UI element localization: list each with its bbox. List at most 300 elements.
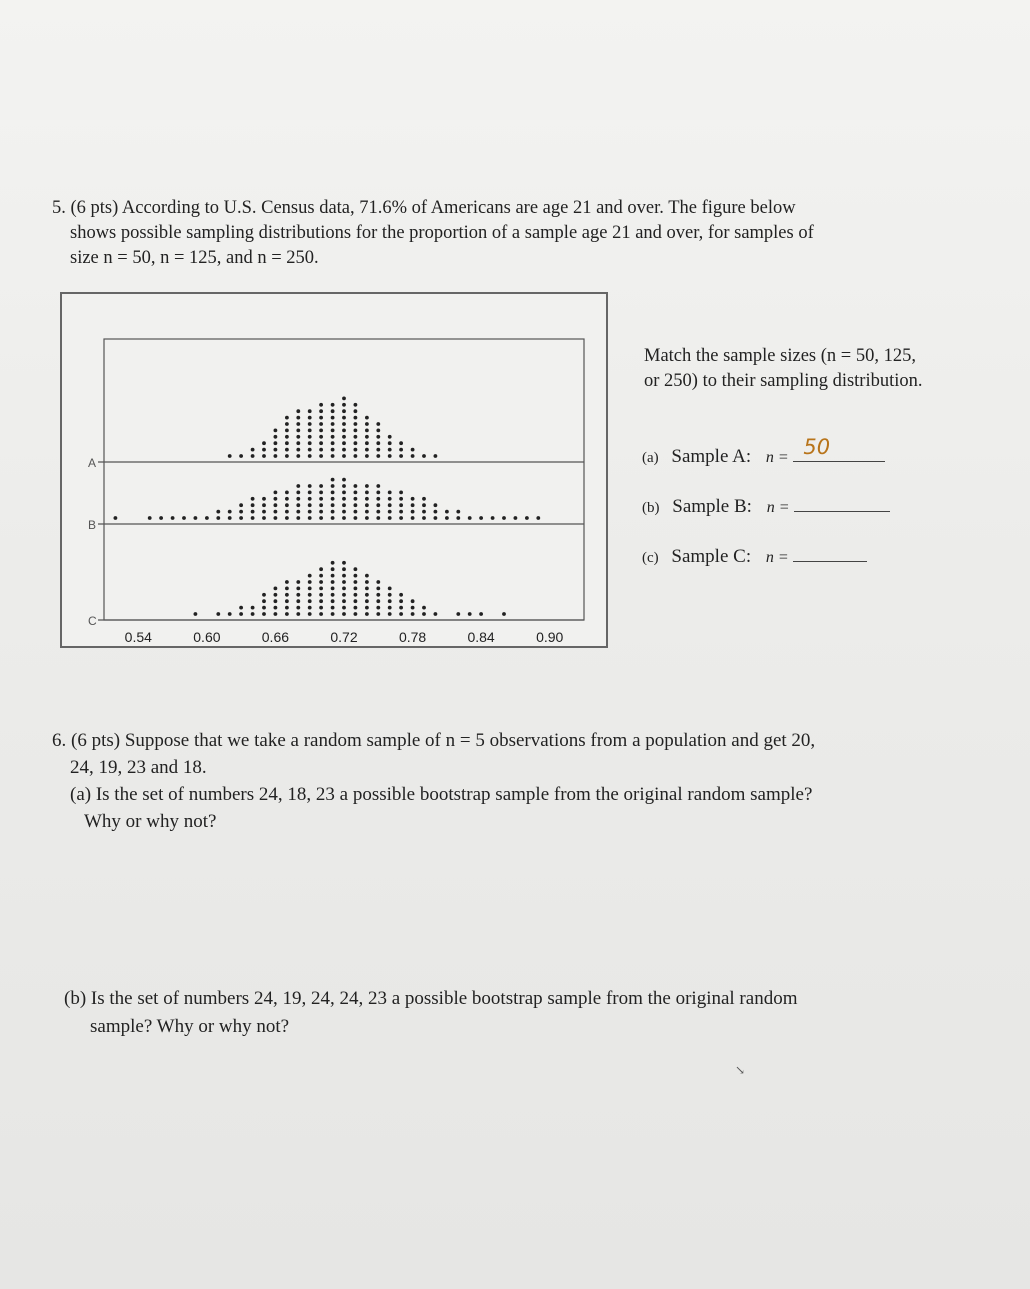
q6-part-b-line-1: (b) Is the set of numbers 24, 19, 24, 24, 23 a possible bootstrap sample from the original random — [64, 988, 798, 1009]
dot-a — [319, 416, 323, 420]
dot-b — [239, 516, 243, 520]
dot-a — [331, 416, 335, 420]
dot-c — [342, 599, 346, 603]
q5-line-2: shows possible sampling distributions for the proportion of a sample age 21 and over, for samples of — [70, 223, 814, 243]
dot-c — [434, 612, 438, 616]
dot-b — [456, 516, 460, 520]
dot-a — [388, 441, 392, 445]
dot-b — [354, 510, 358, 514]
dot-a — [376, 448, 380, 452]
dot-c — [354, 567, 358, 571]
dot-a — [388, 448, 392, 452]
dot-b — [159, 516, 163, 520]
dot-a — [354, 441, 358, 445]
dot-b — [285, 503, 289, 507]
dot-c — [216, 612, 220, 616]
dot-a — [388, 435, 392, 439]
dot-a — [411, 454, 415, 458]
dot-b — [308, 510, 312, 514]
dot-c — [342, 587, 346, 591]
dot-a — [365, 448, 369, 452]
dot-a — [376, 441, 380, 445]
dot-b — [388, 516, 392, 520]
dot-b — [296, 497, 300, 501]
dotplot-svg — [62, 294, 610, 650]
dot-a — [285, 448, 289, 452]
dot-c — [319, 593, 323, 597]
dot-b — [422, 503, 426, 507]
dot-c — [274, 606, 278, 610]
dot-b — [468, 516, 472, 520]
dot-a — [296, 448, 300, 452]
dot-b — [319, 503, 323, 507]
dot-a — [285, 441, 289, 445]
dot-c — [296, 612, 300, 616]
dot-c — [399, 593, 403, 597]
answer-c-field[interactable] — [793, 543, 867, 562]
dot-a — [285, 454, 289, 458]
match-row-a — [642, 435, 885, 468]
match-a-n: n = — [765, 449, 789, 466]
dot-a — [376, 422, 380, 426]
dot-a — [308, 422, 312, 426]
dot-b — [502, 516, 506, 520]
dot-a — [376, 435, 380, 439]
dot-c — [262, 606, 266, 610]
dot-b — [308, 516, 312, 520]
question-6b — [64, 985, 964, 1041]
dot-c — [296, 580, 300, 584]
q5-line-1: 5. (6 pts) According to U.S. Census data, 71.6% of Americans are age 21 and over. The figure below — [52, 198, 796, 218]
dot-a — [342, 454, 346, 458]
dot-a — [411, 448, 415, 452]
dot-c — [354, 612, 358, 616]
dot-c — [365, 606, 369, 610]
dot-c — [319, 574, 323, 578]
dot-b — [319, 484, 323, 488]
dot-c — [331, 567, 335, 571]
dot-a — [296, 435, 300, 439]
dot-c — [342, 593, 346, 597]
dot-a — [422, 454, 426, 458]
x-tick-label: 0.90 — [536, 629, 564, 645]
dot-b — [331, 503, 335, 507]
dot-c — [342, 574, 346, 578]
dot-c — [308, 612, 312, 616]
dot-b — [456, 510, 460, 514]
dot-b — [251, 497, 255, 501]
answer-b-field[interactable] — [794, 493, 890, 512]
dot-a — [308, 435, 312, 439]
dot-c — [319, 587, 323, 591]
dot-b — [388, 510, 392, 514]
dot-a — [319, 403, 323, 407]
dot-b — [342, 478, 346, 482]
dot-b — [354, 491, 358, 495]
dot-c — [308, 580, 312, 584]
dot-a — [365, 429, 369, 433]
dot-c — [331, 599, 335, 603]
q5-line-3: size n = 50, n = 125, and n = 250. — [70, 248, 319, 268]
dot-c — [331, 580, 335, 584]
dot-a — [296, 416, 300, 420]
q6-part-b-line-2: sample? Why or why not? — [90, 1016, 290, 1037]
dot-a — [296, 429, 300, 433]
dot-a — [376, 454, 380, 458]
dot-a — [239, 454, 243, 458]
dot-c — [274, 587, 278, 591]
dot-b — [274, 497, 278, 501]
dot-b — [376, 510, 380, 514]
dot-b — [376, 503, 380, 507]
answer-a-field[interactable] — [793, 435, 885, 462]
dot-a — [228, 454, 232, 458]
question-6 — [52, 727, 962, 835]
dot-c — [479, 612, 483, 616]
dot-c — [422, 612, 426, 616]
dot-b — [296, 503, 300, 507]
dot-c — [308, 606, 312, 610]
dot-a — [354, 422, 358, 426]
dot-b — [296, 516, 300, 520]
dot-b — [365, 510, 369, 514]
dot-a — [342, 422, 346, 426]
dot-c — [502, 612, 506, 616]
dot-b — [491, 516, 495, 520]
dot-a — [331, 429, 335, 433]
dot-b — [319, 516, 323, 520]
dot-c — [456, 612, 460, 616]
dot-a — [342, 429, 346, 433]
dot-c — [354, 606, 358, 610]
dot-c — [331, 561, 335, 565]
dot-c — [388, 606, 392, 610]
dot-a — [365, 454, 369, 458]
dot-b — [354, 497, 358, 501]
dot-c — [319, 612, 323, 616]
dot-b — [342, 503, 346, 507]
dot-c — [274, 612, 278, 616]
dot-b — [411, 503, 415, 507]
dot-b — [434, 503, 438, 507]
dot-c — [319, 606, 323, 610]
dot-b — [342, 516, 346, 520]
dot-b — [388, 491, 392, 495]
dot-c — [319, 567, 323, 571]
dot-c — [365, 580, 369, 584]
dot-b — [239, 503, 243, 507]
dot-b — [365, 491, 369, 495]
dot-b — [376, 491, 380, 495]
q6-part-a-line-2: Why or why not? — [84, 811, 217, 832]
panel-label-c: C — [88, 614, 97, 628]
dot-b — [354, 484, 358, 488]
dot-b — [365, 516, 369, 520]
dot-b — [388, 497, 392, 501]
dot-c — [388, 593, 392, 597]
x-tick-label: 0.60 — [193, 629, 221, 645]
question-5 — [52, 196, 952, 271]
dot-a — [262, 454, 266, 458]
x-tick-label: 0.54 — [124, 629, 152, 645]
dot-c — [354, 593, 358, 597]
dot-b — [331, 510, 335, 514]
dot-b — [365, 484, 369, 488]
dot-b — [296, 510, 300, 514]
dot-c — [331, 587, 335, 591]
dot-b — [194, 516, 198, 520]
dot-b — [216, 516, 220, 520]
dot-a — [365, 416, 369, 420]
match-row-b — [642, 493, 890, 518]
dot-b — [422, 516, 426, 520]
dot-b — [262, 497, 266, 501]
dot-a — [319, 409, 323, 413]
dot-b — [399, 510, 403, 514]
dot-b — [479, 516, 483, 520]
dot-c — [354, 587, 358, 591]
dot-a — [262, 448, 266, 452]
dot-c — [194, 612, 198, 616]
dot-c — [251, 606, 255, 610]
dot-c — [342, 580, 346, 584]
dot-c — [342, 567, 346, 571]
dot-c — [274, 593, 278, 597]
dot-a — [365, 441, 369, 445]
dot-c — [285, 580, 289, 584]
dot-c — [411, 612, 415, 616]
dot-a — [262, 441, 266, 445]
dot-a — [331, 403, 335, 407]
x-tick-label: 0.72 — [330, 629, 358, 645]
dot-a — [388, 454, 392, 458]
dot-c — [319, 599, 323, 603]
dot-b — [308, 503, 312, 507]
dot-a — [308, 429, 312, 433]
dot-c — [376, 612, 380, 616]
dot-a — [354, 416, 358, 420]
dot-a — [342, 448, 346, 452]
match-b-text: Sample B: — [672, 496, 752, 517]
dot-b — [262, 516, 266, 520]
dot-c — [376, 606, 380, 610]
x-tick-label: 0.78 — [398, 629, 427, 645]
dot-c — [365, 574, 369, 578]
dot-a — [342, 416, 346, 420]
x-tick-label: 0.66 — [261, 629, 290, 645]
dot-a — [331, 422, 335, 426]
dot-a — [354, 429, 358, 433]
dot-c — [388, 587, 392, 591]
dot-a — [319, 448, 323, 452]
dot-a — [319, 435, 323, 439]
dot-c — [342, 561, 346, 565]
dot-c — [262, 612, 266, 616]
dot-c — [342, 612, 346, 616]
dot-c — [285, 606, 289, 610]
dot-a — [296, 409, 300, 413]
dot-c — [468, 612, 472, 616]
dot-a — [274, 435, 278, 439]
dot-b — [411, 510, 415, 514]
dot-a — [319, 441, 323, 445]
dot-c — [331, 612, 335, 616]
pen-mark: ↘ — [735, 1063, 746, 1077]
dot-c — [239, 612, 243, 616]
dot-b — [216, 510, 220, 514]
dot-b — [376, 516, 380, 520]
dot-b — [308, 484, 312, 488]
dot-b — [525, 516, 529, 520]
dot-c — [262, 593, 266, 597]
dot-c — [365, 599, 369, 603]
dot-a — [296, 422, 300, 426]
x-tick-label: 0.84 — [467, 629, 495, 645]
dot-b — [331, 491, 335, 495]
dot-a — [251, 454, 255, 458]
dot-c — [411, 599, 415, 603]
dot-a — [331, 409, 335, 413]
dot-a — [308, 454, 312, 458]
dot-b — [285, 491, 289, 495]
dot-b — [171, 516, 175, 520]
dot-b — [331, 497, 335, 501]
dot-b — [331, 484, 335, 488]
dot-b — [331, 516, 335, 520]
dot-c — [285, 599, 289, 603]
match-b-label: (b) — [642, 500, 660, 516]
dot-c — [411, 606, 415, 610]
dot-b — [411, 497, 415, 501]
dot-c — [296, 599, 300, 603]
dot-a — [342, 435, 346, 439]
dotplot-figure — [60, 292, 608, 648]
q6-line-2: 24, 19, 23 and 18. — [70, 757, 207, 778]
dot-c — [296, 593, 300, 597]
dot-c — [296, 606, 300, 610]
dot-a — [308, 409, 312, 413]
dot-a — [296, 441, 300, 445]
dot-c — [331, 574, 335, 578]
dot-b — [228, 516, 232, 520]
dot-a — [376, 429, 380, 433]
dot-a — [354, 409, 358, 413]
dot-b — [422, 497, 426, 501]
dot-c — [354, 599, 358, 603]
dot-c — [376, 593, 380, 597]
dot-a — [331, 441, 335, 445]
dot-b — [319, 497, 323, 501]
dot-b — [205, 516, 209, 520]
dot-b — [354, 503, 358, 507]
dot-a — [274, 429, 278, 433]
dot-a — [319, 454, 323, 458]
dot-c — [308, 587, 312, 591]
dot-c — [376, 599, 380, 603]
dot-b — [445, 510, 449, 514]
dot-c — [399, 612, 403, 616]
dot-b — [274, 503, 278, 507]
dot-b — [239, 510, 243, 514]
dot-b — [331, 478, 335, 482]
dot-a — [251, 448, 255, 452]
dot-c — [262, 599, 266, 603]
dot-b — [411, 516, 415, 520]
dot-a — [331, 435, 335, 439]
dot-a — [434, 454, 438, 458]
dot-c — [365, 587, 369, 591]
dot-c — [285, 593, 289, 597]
dot-c — [251, 612, 255, 616]
match-a-label: (a) — [642, 450, 659, 466]
dot-c — [365, 593, 369, 597]
dot-b — [285, 510, 289, 514]
dot-b — [434, 510, 438, 514]
dot-b — [445, 516, 449, 520]
dot-b — [536, 516, 540, 520]
dot-a — [365, 422, 369, 426]
dot-a — [285, 416, 289, 420]
dot-b — [251, 516, 255, 520]
dot-b — [308, 497, 312, 501]
dot-b — [434, 516, 438, 520]
dot-c — [308, 593, 312, 597]
dot-c — [308, 574, 312, 578]
dot-a — [354, 454, 358, 458]
dot-a — [331, 448, 335, 452]
dot-b — [274, 510, 278, 514]
dot-c — [388, 599, 392, 603]
dot-a — [399, 454, 403, 458]
dot-b — [228, 510, 232, 514]
dot-b — [251, 510, 255, 514]
dot-b — [114, 516, 118, 520]
dot-c — [376, 580, 380, 584]
dot-b — [399, 491, 403, 495]
q6-line-1: 6. (6 pts) Suppose that we take a random sample of n = 5 observations from a population and get 20, — [52, 730, 816, 751]
dot-a — [308, 441, 312, 445]
dot-a — [319, 422, 323, 426]
dot-a — [354, 403, 358, 407]
dot-b — [399, 503, 403, 507]
dot-b — [376, 484, 380, 488]
dot-a — [308, 416, 312, 420]
q6-part-a-line-1: (a) Is the set of numbers 24, 18, 23 a possible bootstrap sample from the original random sample? — [70, 784, 813, 805]
dot-a — [342, 441, 346, 445]
dot-b — [274, 516, 278, 520]
dot-a — [296, 454, 300, 458]
dot-c — [354, 580, 358, 584]
dot-b — [182, 516, 186, 520]
dot-b — [262, 503, 266, 507]
match-b-n: n = — [766, 499, 790, 516]
dot-c — [228, 612, 232, 616]
dot-a — [342, 397, 346, 401]
dot-b — [285, 497, 289, 501]
dot-b — [319, 491, 323, 495]
dot-b — [365, 497, 369, 501]
dot-b — [342, 484, 346, 488]
dot-b — [296, 484, 300, 488]
match-c-label: (c) — [642, 550, 659, 566]
dot-a — [399, 448, 403, 452]
match-row-c — [642, 543, 867, 568]
dot-c — [399, 606, 403, 610]
dot-a — [354, 435, 358, 439]
dot-b — [148, 516, 152, 520]
dot-a — [342, 409, 346, 413]
dot-b — [399, 516, 403, 520]
